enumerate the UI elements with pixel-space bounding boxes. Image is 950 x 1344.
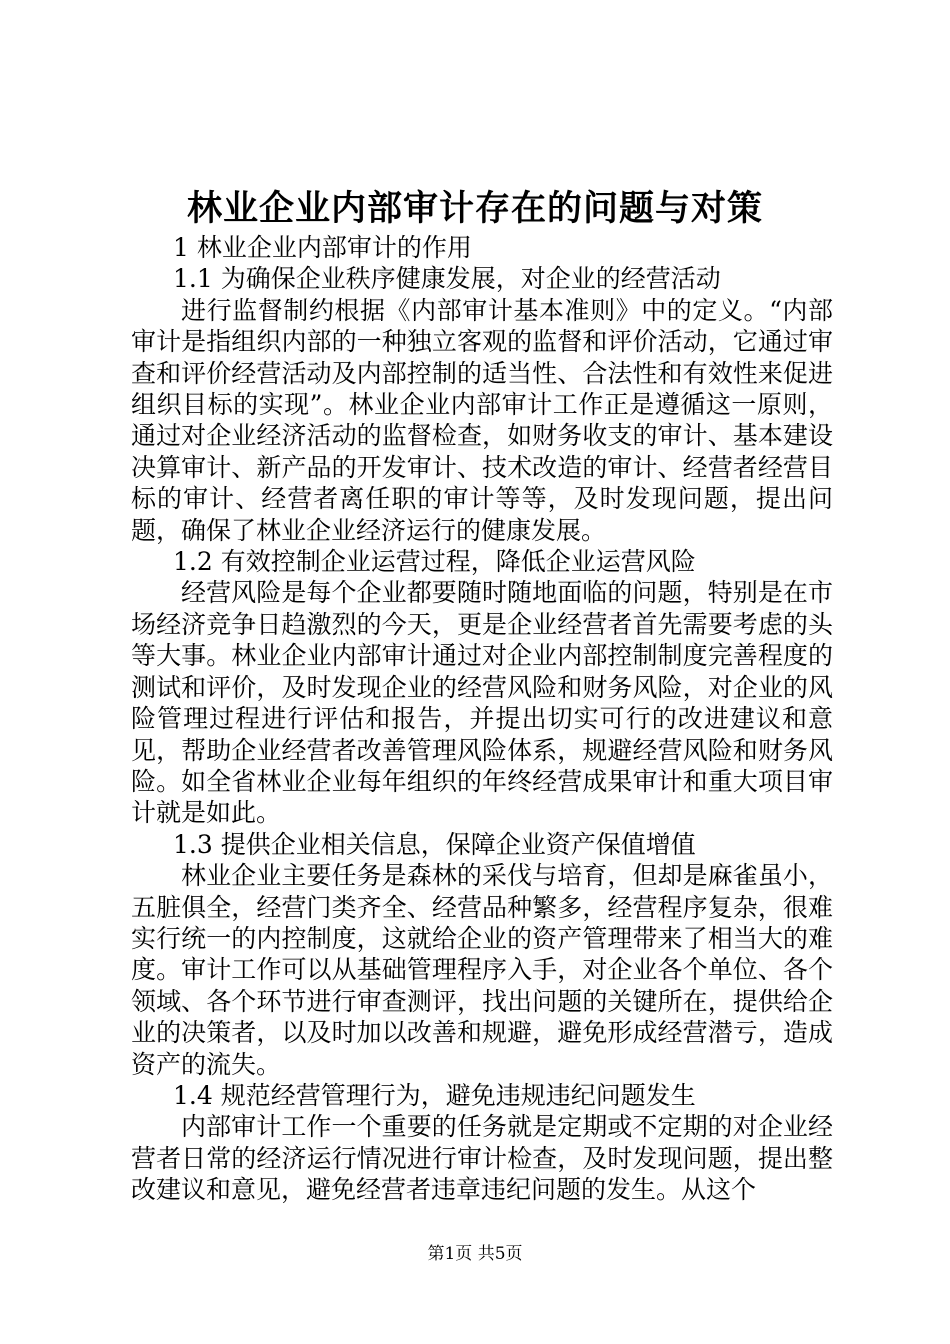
- section-heading-1-1: 1.1 为确保企业秩序健康发展，对企业的经营活动: [173, 264, 721, 294]
- section-heading-1: 1 林业企业内部审计的作用: [173, 233, 472, 262]
- section-heading-1-2: 1.2 有效控制企业运营过程，降低企业运营风险: [173, 547, 696, 577]
- page-number-footer: 第1页 共5页: [427, 1244, 523, 1264]
- section-heading-1-4: 1.4 规范经营管理行为，避免违规违纪问题发生: [173, 1080, 696, 1110]
- document-title: 林业企业内部审计存在的问题与对策: [186, 188, 763, 229]
- section-heading-1-3: 1.3 提供企业相关信息，保障企业资产保值增值: [173, 829, 696, 859]
- document-body: [131, 232, 833, 1206]
- paragraph-1-3: 林业企业主要任务是森林的采伐与培育，但却是麻雀虽小，五脏俱全，经营门类齐全、经营品种繁多，经营程序复杂，很难实行统一的内控制度，这就给企业的资产管理带来了相当大的难度。审计工作可以从基础管理程序入手，对企业各个单位、各个领域、各个环节进行审查测评，找出问题的关键所在，提供给企业的决策者，以及时加以改善和规避，避免形成经营潜亏，造成资产的流失。: [131, 861, 833, 1079]
- paragraph-1-2: 经营风险是每个企业都要随时随地面临的问题，特别是在市场经济竞争日趋激烈的今天，更是企业经营者首先需要考虑的头等大事。林业企业内部审计通过对企业内部控制制度完善程度的测试和评价，及时发现企业的经营风险和财务风险，对企业的风险管理过程进行评估和报告，并提出切实可行的改进建议和意见，帮助企业经营者改善管理风险体系，规避经营风险和财务风险。如全省林业企业每年组织的年终经营成果审计和重大项目审计就是如此。: [131, 578, 833, 828]
- paragraph-1-1: 进行监督制约根据《内部审计基本准则》中的定义。“内部审计是指组织内部的一种独立客观的监督和评价活动，它通过审查和评价经营活动及内部控制的适当性、合法性和有效性来促进组织目标的实现”。林业企业内部审计工作正是遵循这一原则，通过对企业经济活动的监督检查，如财务收支的审计、基本建设决算审计、新产品的开发审计、技术改造的审计、经营者经营目标的审计、经营者离任职的审计等等，及时发现问题，提出问题，确保了林业企业经济运行的健康发展。: [131, 295, 833, 545]
- paragraph-1-4: 内部审计工作一个重要的任务就是定期或不定期的对企业经营者日常的经济运行情况进行审计检查，及时发现问题，提出整改建议和意见，避免经营者违章违纪问题的发生。从这个: [131, 1112, 833, 1205]
